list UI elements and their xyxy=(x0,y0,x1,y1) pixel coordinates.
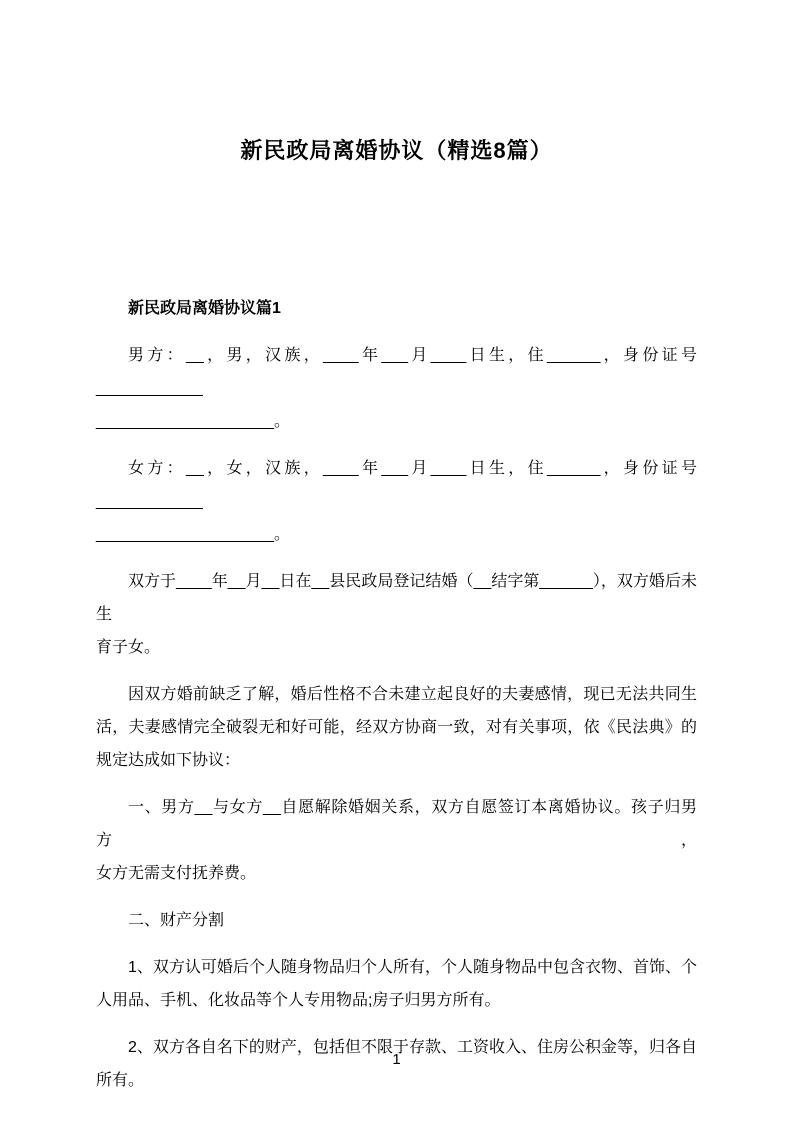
paragraph-line: 人用品、手机、化妆品等个人专用物品;房子归男方所有。 xyxy=(96,992,501,1009)
paragraph-clause-1 xyxy=(96,791,697,890)
paragraph-line: 因双方婚前缺乏了解，婚后性格不合未建立起良好的夫妻感情，现已无法共同生 xyxy=(128,686,697,703)
paragraph-line: 双方于____年__月__日在__县民政局登记结婚（__结字第______），双方婚后未生 xyxy=(96,573,697,623)
paragraph-property-item-1 xyxy=(96,951,697,1017)
paragraph-line: 男方：__，男，汉族，____年___月____日生，住______，身份证号____________ xyxy=(96,347,697,397)
document-title: 新民政局离婚协议（精选8篇） xyxy=(240,138,553,163)
paragraph-line: 1、双方认可婚后个人随身物品归个人所有，个人随身物品中包含衣物、首饰、个 xyxy=(128,959,697,976)
paragraph-party-b xyxy=(96,452,697,551)
paragraph-line: 二、财产分割 xyxy=(128,912,225,929)
paragraph-reason xyxy=(96,678,697,777)
paragraph-party-a xyxy=(96,339,697,438)
section-heading: 新民政局离婚协议篇1 xyxy=(128,300,281,317)
paragraph-line: 一、男方__与女方__自愿解除婚姻关系，双方自愿签订本离婚协议。孩子归男方， xyxy=(96,799,697,849)
paragraph-marriage-registration xyxy=(96,565,697,664)
paragraph-line: 所有。 xyxy=(96,1072,145,1089)
paragraph-line: 育子女。 xyxy=(96,639,161,656)
paragraph-line: 女方无需支付抚养费。 xyxy=(96,865,257,882)
paragraph-line: 活，夫妻感情完全破裂无和好可能，经双方协商一致，对有关事项，依《民法典》的 xyxy=(96,719,697,736)
paragraph-line: ____________________。 xyxy=(96,413,290,430)
paragraph-line: 女方：__，女，汉族，____年___月____日生，住______，身份证号____________ xyxy=(96,460,697,510)
page-number: 1 xyxy=(392,1051,401,1068)
paragraph-line: 规定达成如下协议： xyxy=(96,752,241,769)
paragraph-clause-2-heading xyxy=(96,904,697,937)
paragraph-line: ____________________。 xyxy=(96,526,290,543)
paragraph-line: 2、双方各自名下的财产，包括但不限于存款、工资收入、住房公积金等，归各自 xyxy=(128,1039,697,1056)
